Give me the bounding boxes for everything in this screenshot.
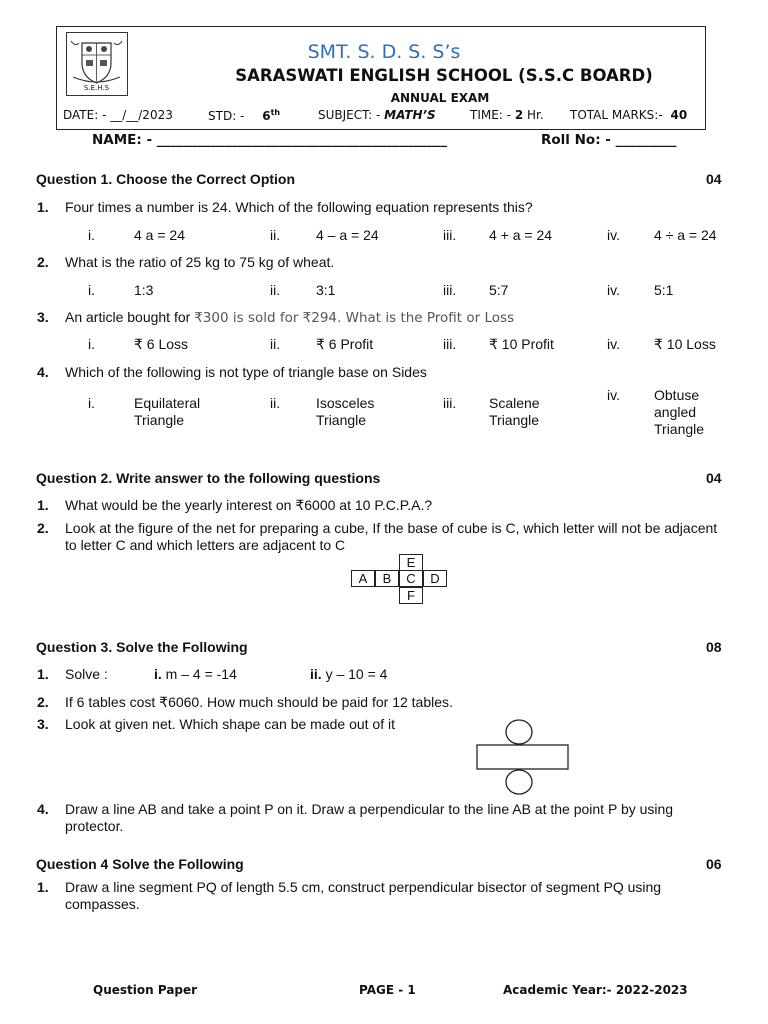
net-cell-top: E	[399, 554, 423, 571]
q1-item-text-tail: ₹300 is sold for ₹294. What is the Profit or Loss	[194, 310, 515, 326]
net-cell: D	[423, 570, 447, 587]
time-field	[470, 108, 544, 122]
footer-left: Question Paper	[93, 983, 198, 997]
option-text: 4 + a = 24	[489, 227, 553, 243]
footer-year: Academic Year:- 2022-2023	[503, 983, 688, 997]
option-roman: ii.	[270, 282, 281, 298]
q1-item-text	[65, 309, 514, 326]
option-roman: iv.	[607, 282, 620, 298]
option-text: 5:1	[654, 282, 674, 298]
marks-value: 40	[670, 108, 688, 122]
q1-item-text: What is the ratio of 25 kg to 75 kg of wheat.	[65, 254, 335, 270]
q3-sub-b-text: y – 10 = 4	[325, 666, 388, 682]
footer-page: PAGE - 1	[359, 983, 416, 997]
option-roman: i.	[88, 336, 95, 352]
net-cell: B	[375, 570, 399, 587]
net-cell-bottom: F	[399, 587, 423, 604]
q1-item-text: Four times a number is 24. Which of the following equation represents this?	[65, 199, 533, 215]
std-field	[208, 108, 280, 123]
option-roman: i.	[88, 395, 95, 411]
q3-item-number: 2.	[37, 694, 49, 710]
q1-title: Question 1. Choose the Correct Option	[36, 171, 296, 187]
q3-item-number: 3.	[37, 716, 49, 732]
roll-field: Roll No: - _________	[541, 132, 677, 148]
q3-sub-b-label: ii.	[310, 666, 322, 682]
marks-label: TOTAL MARKS:-	[570, 108, 663, 122]
q3-marks: 08	[706, 639, 722, 655]
option-text: ₹ 10 Profit	[489, 336, 554, 352]
cylinder-net	[470, 716, 576, 796]
q1-item-number: 4.	[37, 364, 49, 380]
q1-item-text: Which of the following is not type of triangle base on Sides	[65, 364, 427, 380]
option-text: Scalene Triangle	[489, 395, 540, 428]
q2-item-text: Look at the figure of the net for preparing a cube, If the base of cube is C, which letter will not be adjacent to letter C and which letters are adjacent to C	[65, 520, 718, 553]
q2-title: Question 2. Write answer to the following questions	[36, 470, 381, 486]
option-text: 3:1	[316, 282, 336, 298]
option-roman: iii.	[443, 395, 457, 411]
q4-item-number: 1.	[37, 879, 49, 895]
q2-item-number: 1.	[37, 497, 49, 513]
option-text: Equilateral Triangle	[134, 395, 201, 428]
std-label: STD: -	[208, 109, 245, 123]
q3-item-text: If 6 tables cost ₹6060. How much should be paid for 12 tables.	[65, 694, 453, 710]
q3-title: Question 3. Solve the Following	[36, 639, 248, 655]
net-cell: C	[399, 570, 423, 587]
net-cell: A	[351, 570, 375, 587]
q1-item-number: 1.	[37, 199, 49, 215]
option-text: ₹ 6 Profit	[316, 336, 374, 352]
q1-item-number: 3.	[37, 309, 49, 325]
subject-label: SUBJECT: -	[318, 108, 381, 122]
option-text: 5:7	[489, 282, 509, 298]
q3-sub-b	[310, 666, 387, 682]
subject-field	[318, 108, 436, 122]
option-roman: iv.	[607, 227, 620, 243]
option-roman: iv.	[607, 336, 620, 352]
subject-value: MATH’S	[384, 108, 436, 122]
exam-title: ANNUAL EXAM	[390, 91, 490, 105]
q3-sub-a-text: m – 4 = -14	[165, 666, 237, 682]
option-text: ₹ 10 Loss	[654, 336, 716, 352]
q3-sub-a	[154, 666, 237, 682]
name-field: NAME: - ___________________________________________	[92, 132, 448, 148]
q3-item-text: Draw a line AB and take a point P on it. Draw a perpendicular to the line AB at the point P by using protector.	[65, 801, 674, 834]
option-text: Isosceles Triangle	[316, 395, 375, 428]
time-unit: Hr.	[527, 108, 544, 122]
option-text: ₹ 6 Loss	[134, 336, 189, 352]
q3-sub-a-label: i.	[154, 666, 162, 682]
std-sup: th	[270, 108, 281, 117]
option-roman: iv.	[607, 387, 620, 403]
q3-item-number: 4.	[37, 801, 49, 817]
option-text: Obtuse angled Triangle	[654, 387, 705, 437]
option-roman: i.	[88, 282, 95, 298]
school-name: SARASWATI ENGLISH SCHOOL (S.S.C BOARD)	[235, 66, 653, 85]
q2-item-number: 2.	[37, 520, 49, 536]
option-roman: i.	[88, 227, 95, 243]
option-roman: ii.	[270, 336, 281, 352]
option-roman: iii.	[443, 336, 457, 352]
q4-item-text: Draw a line segment PQ of length 5.5 cm, construct perpendicular bisector of segment PQ using compasses.	[65, 879, 662, 912]
date-field: DATE: - __/__/2023	[63, 108, 173, 122]
q3-item-number: 1.	[37, 666, 49, 682]
q1-item-text-head: An article bought for	[65, 309, 195, 325]
trust-name: SMT. S. D. S. S’s	[307, 41, 461, 63]
q1-item-number: 2.	[37, 254, 49, 270]
q4-marks: 06	[706, 856, 722, 872]
q3-item-text: Look at given net. Which shape can be made out of it	[65, 716, 395, 732]
q4-title: Question 4 Solve the Following	[36, 856, 244, 872]
option-roman: ii.	[270, 395, 281, 411]
option-roman: ii.	[270, 227, 281, 243]
option-roman: iii.	[443, 282, 457, 298]
option-text: 4 ÷ a = 24	[654, 227, 717, 243]
time-value: 2	[514, 108, 524, 122]
logo-label: S.E.H.S	[83, 84, 110, 92]
option-text: 4 – a = 24	[316, 227, 379, 243]
q2-item-text: What would be the yearly interest on ₹6000 at 10 P.C.P.A.?	[65, 497, 433, 513]
option-text: 4 a = 24	[134, 227, 185, 243]
q2-marks: 04	[706, 470, 722, 486]
q1-marks: 04	[706, 171, 722, 187]
std-value: 6	[262, 109, 271, 123]
option-roman: iii.	[443, 227, 457, 243]
marks-field	[570, 108, 687, 122]
q3-item-text: Solve :	[65, 666, 108, 682]
option-text: 1:3	[134, 282, 154, 298]
time-label: TIME: -	[470, 108, 511, 122]
